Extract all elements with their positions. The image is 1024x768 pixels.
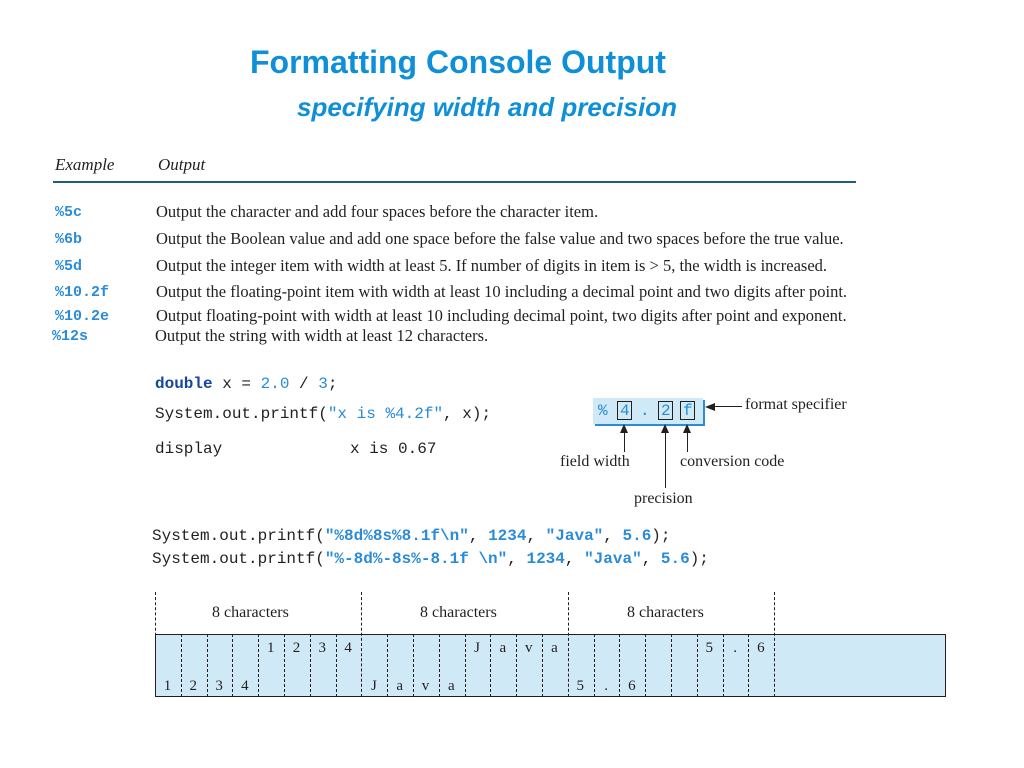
grid-divider	[671, 634, 672, 697]
format-code: %10.2f	[55, 284, 110, 301]
code-line-printf-left: System.out.printf("%-8d%-8s%-8.1f \n", 1234, "Java", 5.6);	[152, 550, 709, 568]
grid-char: a	[396, 678, 404, 694]
grid-char: v	[421, 678, 430, 694]
format-description: Output the integer item with width at least 5. If number of digits in item is > 5, the width is increased.	[156, 256, 828, 275]
display-value: x is 0.67	[350, 440, 437, 458]
grid-char: 2	[189, 678, 198, 694]
grid-char: 3	[215, 678, 223, 694]
format-code: %10.2e	[55, 308, 110, 325]
spec-dot: .	[640, 402, 650, 420]
spec-percent: %	[598, 402, 608, 420]
format-description: Output the string with width at least 12 characters.	[155, 326, 489, 345]
spec-precision: 2	[661, 402, 671, 420]
grid-char: J	[474, 640, 481, 656]
grid-char: 1	[163, 678, 172, 694]
format-code: %5d	[55, 258, 83, 275]
code-line-printf-right: System.out.printf("%8d%8s%8.1f\n", 1234, "Java", 5.6);	[152, 527, 671, 545]
grid-char: a	[551, 640, 558, 656]
group-label-3: 8 characters	[627, 604, 704, 621]
grid-char: a	[499, 640, 507, 656]
code-line-printf: System.out.printf("x is %4.2f", x);	[155, 405, 492, 423]
format-description: Output the floating-point item with width at least 10 including a decimal point and two digits after point.	[156, 282, 848, 301]
grid-divider	[774, 592, 775, 697]
format-code: %6b	[55, 231, 83, 248]
grid-char: 5	[705, 640, 714, 656]
grid-char: a	[447, 678, 455, 694]
format-specifier-arrow	[705, 403, 715, 411]
precision-line	[665, 432, 666, 488]
grid-char: 3	[318, 640, 327, 656]
grid-char: 4	[344, 640, 352, 656]
grid-char: 6	[628, 678, 636, 694]
display-label: display	[155, 440, 223, 458]
format-code: %5c	[55, 204, 83, 221]
field-width-line	[624, 432, 625, 452]
conversion-code-line	[687, 432, 688, 452]
grid-char: .	[604, 678, 608, 694]
grid-char: 2	[292, 640, 301, 656]
format-code: %12s	[52, 328, 89, 345]
format-description: Output the character and add four spaces before the character item.	[156, 202, 599, 221]
group-label-1: 8 characters	[212, 604, 289, 621]
spec-conv: f	[683, 402, 693, 420]
format-specifier-label: format specifier	[745, 396, 847, 413]
table-header-output: Output	[158, 155, 206, 174]
precision-label: precision	[634, 490, 693, 507]
group-label-2: 8 characters	[420, 604, 497, 621]
grid-char: J	[370, 678, 377, 694]
slide-subtitle: specifying width and precision	[297, 92, 677, 122]
table-header-example: Example	[55, 155, 115, 174]
grid-divider	[645, 634, 646, 697]
grid-char: 1	[266, 640, 275, 656]
format-description: Output floating-point with width at least 10 including decimal point, two digits after point and exponent.	[156, 306, 847, 325]
slide-title: Formatting Console Output	[250, 44, 666, 80]
table-header-rule	[53, 181, 856, 183]
grid-char: 5	[576, 678, 585, 694]
grid-char: 4	[241, 678, 249, 694]
format-description: Output the Boolean value and add one space before the false value and two spaces before the true value.	[156, 229, 844, 248]
format-specifier-line	[714, 406, 742, 407]
grid-char: .	[733, 640, 737, 656]
field-width-label: field width	[560, 453, 630, 470]
grid-char: v	[524, 640, 533, 656]
spec-width: 4	[620, 402, 630, 420]
grid-char: 6	[757, 640, 765, 656]
conversion-code-label: conversion code	[680, 453, 785, 470]
code-line-double: double x = 2.0 / 3;	[155, 375, 338, 393]
